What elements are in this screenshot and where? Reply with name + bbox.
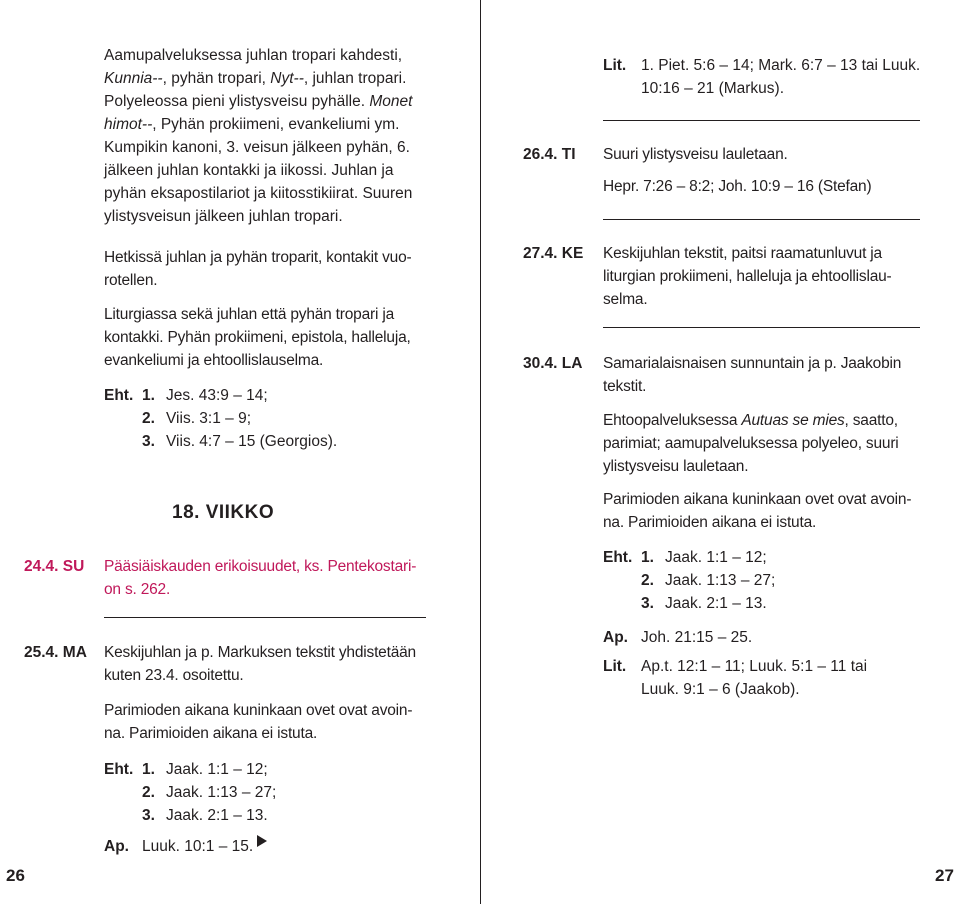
ehtoo-paragraph [603, 409, 933, 478]
reading-key: Ap. [104, 838, 129, 855]
reading-key: Lit. [603, 57, 627, 74]
text-line: rotellen. [104, 272, 158, 289]
date-2504-text [104, 641, 426, 687]
date-2504: 25.4. MA [24, 644, 87, 661]
divider [603, 327, 920, 328]
reading-row [603, 678, 867, 701]
text-line: kontakki. Pyhän prokiimeni, epistola, halleluja, [104, 329, 411, 346]
reading-row [104, 781, 276, 804]
text-line: Parimioden aikana kuninkaan ovet ovat avoin- [104, 702, 413, 719]
date-2604-text: Suuri ylistysveisu lauletaan. [603, 146, 788, 163]
reading-row [603, 54, 933, 77]
reading-text: Jes. 43:9 – 14; [166, 387, 268, 404]
text-line: Parimioden aikana kuninkaan ovet ovat avoin- [603, 491, 912, 508]
text-line: na. Parimioiden aikana ei istuta. [104, 725, 318, 742]
intro-line: Aamupalveluksessa juhlan tropari kahdesti, [104, 47, 403, 64]
text-line: selma. [603, 291, 648, 308]
reading-number: 1. [641, 549, 654, 566]
reading-key: Eht. [603, 549, 633, 566]
text-line: Ehtoopalveluksessa Autuas se mies, saatto, [603, 412, 898, 429]
reading-text: Luuk. 10:1 – 15. [142, 838, 254, 855]
divider [603, 120, 920, 121]
text-line: na. Parimioiden aikana ei istuta. [603, 514, 817, 531]
text-line: Pääsiäiskauden erikoisuudet, ks. Pentekostari- [104, 558, 417, 575]
reading-row [603, 655, 867, 678]
ap-reading-left [104, 835, 267, 858]
date-3004: 30.4. LA [523, 355, 583, 372]
reading-key [603, 678, 641, 701]
intro-line: ylistysveisun jälkeen juhlan tropari. [104, 208, 343, 225]
week-heading: 18. VIIKKO [172, 502, 275, 523]
reading-number: 1. [142, 761, 155, 778]
date-2604-hepr: Hepr. 7:26 – 8:2; Joh. 10:9 – 16 (Stefan) [603, 178, 872, 195]
text-line: evankeliumi ja ehtoollislauselma. [104, 352, 324, 369]
reading-text: 1. Piet. 5:6 – 14; Mark. 6:7 – 13 tai Luuk. [641, 57, 921, 74]
reading-text: Ap.t. 12:1 – 11; Luuk. 5:1 – 11 tai [641, 658, 868, 675]
date-3004-text [603, 352, 933, 398]
reading-text: Luuk. 9:1 – 6 (Jaakob). [641, 681, 800, 698]
reading-key [603, 569, 641, 592]
text-line: tekstit. [603, 378, 647, 395]
reading-row [104, 835, 267, 858]
text-line: Samarialaisnaisen sunnuntain ja p. Jaakobin [603, 355, 902, 372]
lit-reading [603, 54, 933, 100]
reading-number: 2. [142, 410, 155, 427]
reading-text: Viis. 3:1 – 9; [166, 410, 252, 427]
reading-text: Jaak. 1:1 – 12; [166, 761, 268, 778]
reading-text: Viis. 4:7 – 15 (Georgios). [166, 433, 338, 450]
liturgiassa-paragraph [104, 303, 426, 372]
text-line: Hetkissä juhlan ja pyhän troparit, kontakit vuo- [104, 249, 412, 266]
reading-text: Jaak. 1:13 – 27; [166, 784, 277, 801]
reading-number: 3. [142, 807, 155, 824]
reading-text: 10:16 – 21 (Markus). [641, 80, 785, 97]
reading-number: 1. [142, 387, 155, 404]
reading-row [104, 758, 276, 781]
lit-reading-2 [603, 655, 867, 701]
reading-key: Ap. [603, 629, 628, 646]
page-number-left: 26 [6, 866, 25, 885]
reading-number: 3. [641, 595, 654, 612]
intro-line: Kumpikin kanoni, 3. veisun jälkeen pyhän, 6. [104, 139, 410, 156]
date-2704-text [603, 242, 933, 311]
reading-row [603, 569, 775, 592]
intro-line: Polyeleossa pieni ylistysveisu pyhälle. Monet [104, 93, 413, 110]
reading-row [104, 384, 337, 407]
date-2704: 27.4. KE [523, 245, 584, 262]
date-2604: 26.4. TI [523, 146, 576, 163]
reading-text: Jaak. 1:13 – 27; [665, 572, 776, 589]
text-line: Keskijuhlan tekstit, paitsi raamatunluvut ja [603, 245, 882, 262]
continue-arrow-icon [257, 835, 267, 847]
reading-row [603, 77, 933, 100]
reading-row [603, 592, 775, 615]
page-number-right: 27 [935, 866, 954, 885]
reading-text: Jaak. 1:1 – 12; [665, 549, 767, 566]
date-2404: 24.4. SU [24, 558, 85, 575]
reading-number: 2. [142, 784, 155, 801]
reading-row [104, 430, 337, 453]
reading-key [104, 407, 142, 430]
text-line: on s. 262. [104, 581, 171, 598]
reading-row [104, 407, 337, 430]
divider [104, 617, 426, 618]
reading-key [603, 592, 641, 615]
reading-row [603, 626, 752, 649]
text-line: Liturgiassa sekä juhlan että pyhän tropari ja [104, 306, 394, 323]
hetkissa-paragraph [104, 246, 426, 292]
intro-line: himot--, Pyhän prokiimeni, evankeliumi ym. [104, 116, 400, 133]
parimioden-paragraph-right [603, 488, 933, 534]
reading-number: 3. [142, 433, 155, 450]
intro-line: pyhän eksapostilariot ja kiitosstikiirat. Suuren [104, 185, 413, 202]
text-line: ylistysveisu lauletaan. [603, 458, 749, 475]
eht-readings-1 [104, 384, 337, 453]
reading-key [104, 804, 142, 827]
divider [603, 219, 920, 220]
reading-key [104, 781, 142, 804]
text-line: liturgian prokiimeni, halleluja ja ehtoollislau- [603, 268, 892, 285]
reading-key [603, 77, 641, 100]
date-2404-text [104, 555, 426, 601]
intro-paragraph [104, 44, 426, 228]
reading-text: Joh. 21:15 – 25. [641, 629, 753, 646]
reading-key [104, 430, 142, 453]
eht-readings-right [603, 546, 775, 615]
reading-row [603, 546, 775, 569]
page-spine [480, 0, 481, 904]
reading-number: 2. [641, 572, 654, 589]
intro-line: jälkeen juhlan kontakki ja iikossi. Juhlan ja [104, 162, 394, 179]
text-line: Keskijuhlan ja p. Markuksen tekstit yhdistetään [104, 644, 416, 661]
parimioden-paragraph [104, 699, 426, 745]
reading-key: Eht. [104, 761, 134, 778]
text-line: kuten 23.4. osoitettu. [104, 667, 244, 684]
eht-readings-2 [104, 758, 276, 827]
intro-line: Kunnia--, pyhän tropari, Nyt--, juhlan tropari. [104, 70, 407, 87]
ap-reading-right [603, 626, 752, 649]
reading-text: Jaak. 2:1 – 13. [166, 807, 268, 824]
reading-key: Eht. [104, 387, 134, 404]
reading-row [104, 804, 276, 827]
text-line: parimiat; aamupalveluksessa polyeleo, suuri [603, 435, 899, 452]
reading-key: Lit. [603, 658, 627, 675]
reading-text: Jaak. 2:1 – 13. [665, 595, 767, 612]
